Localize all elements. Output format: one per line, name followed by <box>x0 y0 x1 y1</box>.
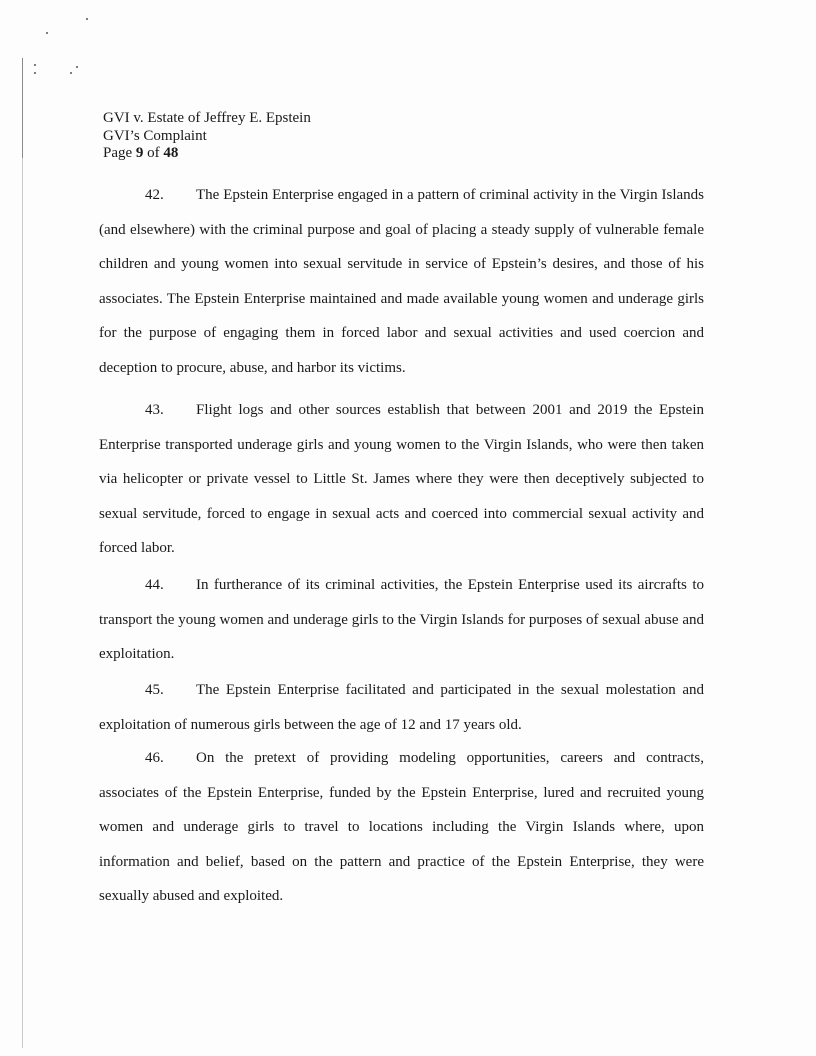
paragraph-number: 45. <box>145 682 164 698</box>
page-current: 9 <box>135 145 144 161</box>
paragraph-text: The Epstein Enterprise facilitated and participated in the sexual molestation and exploitation of numerous girls between the age of 12 and 17 years old. <box>99 682 704 733</box>
paragraph-text: In furtherance of its criminal activities, the Epstein Enterprise used its aircrafts to transport the young women and underage girls to the Virgin Islands for purposes of sexual abuse and exploitation. <box>99 577 704 663</box>
paragraph-number: 43. <box>145 402 164 418</box>
paragraph-44 <box>99 568 704 672</box>
page-header <box>103 110 311 163</box>
paragraph-45 <box>99 673 704 742</box>
scan-speck <box>34 64 36 66</box>
paragraph-42 <box>99 178 704 386</box>
paragraph-number: 46. <box>145 750 164 766</box>
scan-speck <box>34 72 36 74</box>
document-name: GVI’s Complaint <box>103 127 207 144</box>
paragraph-number: 44. <box>145 577 164 593</box>
scan-speck <box>70 72 72 74</box>
page-number: Page 9 of 48 <box>103 145 179 161</box>
paragraph-number: 42. <box>145 187 164 203</box>
paragraph-text: Flight logs and other sources establish that between 2001 and 2019 the Epstein Enterprise transported underage girls and young women to the Virgin Islands, who were then taken via helicopter or private vessel to Little St. James where they were then deceptively subjected to sexual servitude, forced to engage in sexual acts and coerced into commercial sexual activity and forced labor. <box>99 402 704 557</box>
page-total: 48 <box>163 145 179 161</box>
scan-speck <box>86 18 88 20</box>
paragraph-text: On the pretext of providing modeling opportunities, careers and contracts, associates of the Epstein Enterprise, funded by the Epstein Enterprise, lured and recruited young women and underage girls to travel to locations including the Virgin Islands where, upon information and belief, based on the pattern and practice of the Epstein Enterprise, they were sexually abused and exploited. <box>99 750 704 905</box>
paragraph-text: The Epstein Enterprise engaged in a pattern of criminal activity in the Virgin Islands (and elsewhere) with the criminal purpose and goal of placing a steady supply of vulnerable female children and young women into sexual servitude in service of Epstein’s desires, and those of his associates. The Epstein Enterprise maintained and made available young women and underage girls for the purpose of engaging them in forced labor and sexual activities and used coercion and deception to procure, abuse, and harbor its victims. <box>99 187 704 376</box>
scan-speck <box>46 32 48 34</box>
scan-speck <box>76 66 78 68</box>
paragraph-46 <box>99 741 704 914</box>
scan-edge-line <box>22 58 23 1048</box>
case-title: GVI v. Estate of Jeffrey E. Epstein <box>103 110 311 126</box>
scan-edge-line-dark <box>22 58 23 158</box>
paragraph-43 <box>99 393 704 566</box>
